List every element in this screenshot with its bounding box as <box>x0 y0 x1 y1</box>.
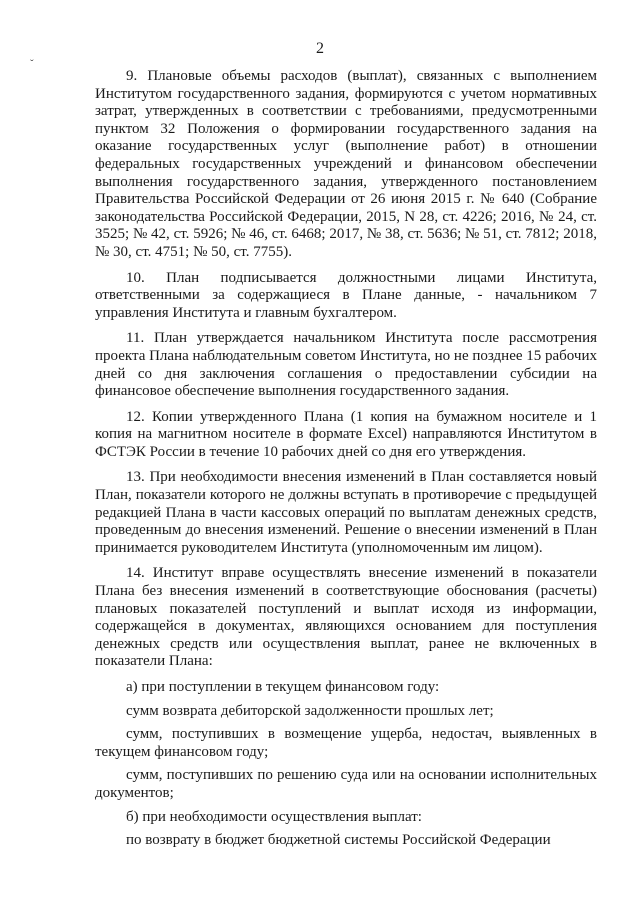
paragraph-12: 12. Копии утвержденного Плана (1 копия на бумажном носителе и 1 копия на магнитном носителе в формате Excel) направляются Институтом в ФСТЭК России в течение 10 рабочих дней со дня его утверждения. <box>95 408 597 460</box>
paragraph-10: 10. План подписывается должностными лицами Института, ответственными за содержащиеся в Плане данные, - начальником 7 управления Института и главным бухгалтером. <box>95 269 597 321</box>
paragraph-9: 9. Плановые объемы расходов (выплат), связанных с выполнением Институтом государственного задания, формируются с учетом нормативных затрат, утвержденных в соответствии с требованиями, предусмотренными пунктом 32 Положения о формировании государственного задания на оказание государственных услуг (выполнение работ) в отношении федеральных государственных учреждений и финансовом обеспечении выполнения государственного задания, утвержденного постановлением Правительства Российской Федерации от 26 июня 2015 г. № 640 (Собрание законодательства Российской Федерации, 2015, N 28, ст. 4226; 2016, № 24, ст. 3525; № 42, ст. 5926; № 46, ст. 6468; 2017, № 38, ст. 5636; № 51, ст. 7812; 2018, № 30, ст. 4751; № 50, ст. 7755). <box>95 68 597 260</box>
paragraph-14: 14. Институт вправе осуществлять внесение изменений в показатели Плана без внесения изменений в соответствующие обоснования (расчеты) плановых показателей поступлений и выплат исходя из информации, содержащейся в документах, являющихся основанием для поступления денежных средств или осуществления выплат, ранее не включенных в показатели Плана: <box>95 565 597 670</box>
document-body <box>95 68 597 850</box>
margin-mark: ˇ <box>30 58 34 70</box>
subclause-b: б) при необходимости осуществления выплат: <box>126 808 422 825</box>
list-item: сумм, поступивших по решению суда или на основании исполнительных документов; <box>95 767 597 801</box>
list-item: сумм возврата дебиторской задолженности прошлых лет; <box>126 702 494 719</box>
subclause-a: а) при поступлении в текущем финансовом году: <box>126 679 440 695</box>
page-number: 2 <box>316 40 324 57</box>
paragraph-11: 11. План утверждается начальником Института после рассмотрения проекта Плана наблюдательным советом Института, но не позднее 15 рабочих дней со дня заключения соглашения о предоставлении субсидии на финансовое обеспечение выполнения государственного задания. <box>95 330 597 400</box>
paragraph-13: 13. При необходимости внесения изменений в План составляется новый План, показатели которого не должны вступать в противоречие с предыдущей редакцией Плана в части кассовых операций по выплатам денежных средств, проведенным до внесения изменений. Решение о внесении изменений в План принимается руководителем Института (уполномоченным им лицом). <box>95 469 597 556</box>
list-item: по возврату в бюджет бюджетной системы Российской Федерации <box>126 832 551 849</box>
list-item: сумм, поступивших в возмещение ущерба, недостач, выявленных в текущем финансовом году; <box>95 726 597 760</box>
